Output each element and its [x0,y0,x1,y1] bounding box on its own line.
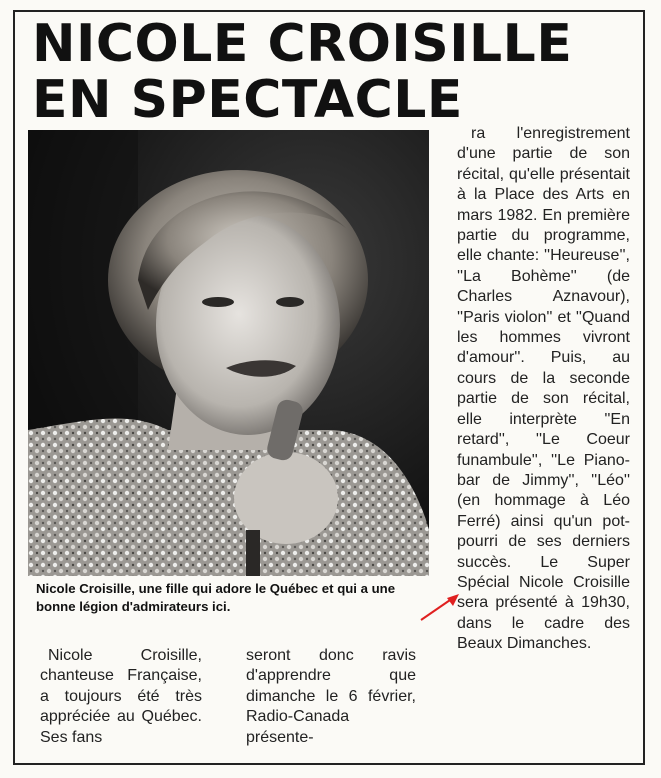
photo-caption: Nicole Croisille, une fille qui adore le Québec et qui a une bonne légion d'admirateurs ici. [36,581,396,614]
article-column-2: seront donc ravis d'apprendre que dimanche le 6 février, Radio-Canada présente- [246,647,416,746]
headline-line-2: EN SPECTACLE [32,70,463,130]
headline-line-1: NICOLE CROISILLE [32,14,573,74]
headline [32,16,572,128]
article-column-1: Nicole Croisille, chanteuse Française, a toujours été très appréciée au Québec. Ses fans [40,647,202,746]
article-column-3: ra l'enregistrement d'une partie de son récital, qu'elle présentait à la Place des Arts en mars 1982. En première partie du programme, elle chante: ''Heureuse'', ''La Bohème'' (de Charles Aznavour), ''Paris violon'' et ''Quand les hommes vivront d'amour''. Puis, au cours de la seconde partie de son récital, elle interprète ''En retard'', ''Le Coeur funambule'', ''Le Piano-bar de Jimmy'', ''Léo'' (en hommage à Léo Ferré) ainsi qu'un pot-pourri de ses derniers succès. Le Super Spécial Nicole Croisille sera présenté à 19h30, dans le cadre des Beaux Dimanches. [457,125,630,653]
singer-photo [28,130,429,576]
red-arrow-icon [419,592,461,622]
